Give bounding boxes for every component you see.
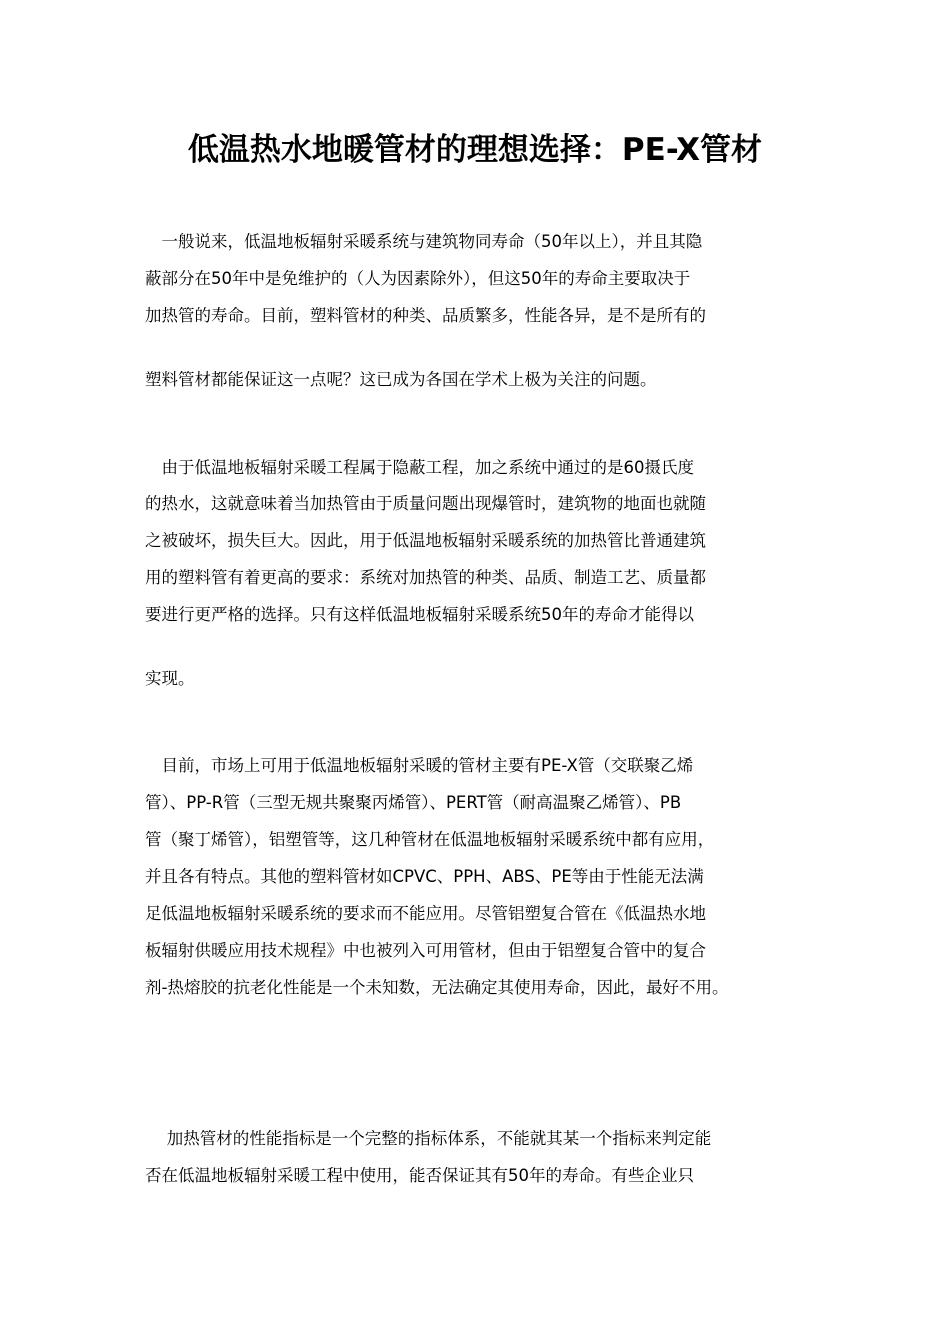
paragraph-line: 塑料管材都能保证这一点呢？这已成为各国在学术上极为关注的问题。 <box>145 370 657 389</box>
paragraph-line: 加热管材的性能指标是一个完整的指标体系，不能就其某一个指标来判定能 <box>145 1129 712 1148</box>
paragraph-line: 一般说来，低温地板辐射采暖系统与建筑物同寿命（50年以上），并且其隐 <box>145 232 703 251</box>
paragraph-line: 板辐射供暖应用技术规程》中也被列入可用管材，但由于铝塑复合管中的复合 <box>145 941 706 960</box>
paragraph-line: 足低温地板辐射采暖系统的要求而不能应用。尽管铝塑复合管在《低温热水地 <box>145 904 706 923</box>
paragraph-line: 蔽部分在50年中是免维护的（人为因素除外），但这50年的寿命主要取决于 <box>145 269 691 288</box>
paragraph-line: 之被破坏，损失巨大。因此，用于低温地板辐射采暖系统的加热管比普通建筑 <box>145 531 706 550</box>
paragraph-line: 目前，市场上可用于低温地板辐射采暖的管材主要有PE-X管（交联聚乙烯 <box>145 756 694 775</box>
paragraph-line: 要进行更严格的选择。只有这样低温地板辐射采暖系统50年的寿命才能得以 <box>145 605 694 624</box>
paragraph-line: 管（聚丁烯管），铝塑管等，这几种管材在低温地板辐射采暖系统中都有应用， <box>145 830 715 849</box>
paragraph-line: 并且各有特点。其他的塑料管材如CPVC、PPH、ABS、PE等由于性能无法满 <box>145 867 704 886</box>
paragraph-line: 管）、PP-R管（三型无规共聚聚丙烯管）、PERT管（耐高温聚乙烯管）、PB <box>145 793 682 812</box>
paragraph-line: 加热管的寿命。目前，塑料管材的种类、品质繁多，性能各异，是不是所有的 <box>145 306 706 325</box>
paragraph-line: 剂-热熔胶的抗老化性能是一个未知数，无法确定其使用寿命，因此，最好不用。 <box>145 978 729 997</box>
paragraph-line: 用的塑料管有着更高的要求：系统对加热管的种类、品质、制造工艺、质量都 <box>145 568 706 587</box>
paragraph-line: 实现。 <box>145 669 195 688</box>
paragraph-line: 否在低温地板辐射采暖工程中使用，能否保证其有50年的寿命。有些企业只 <box>145 1166 694 1185</box>
paragraph-line: 由于低温地板辐射采暖工程属于隐蔽工程，加之系统中通过的是60摄氏度 <box>145 458 694 477</box>
document-title: 低温热水地暖管材的理想选择：PE-X管材 <box>187 132 763 168</box>
paragraph-line: 的热水，这就意味着当加热管由于质量问题出现爆管时，建筑物的地面也就随 <box>145 494 706 513</box>
